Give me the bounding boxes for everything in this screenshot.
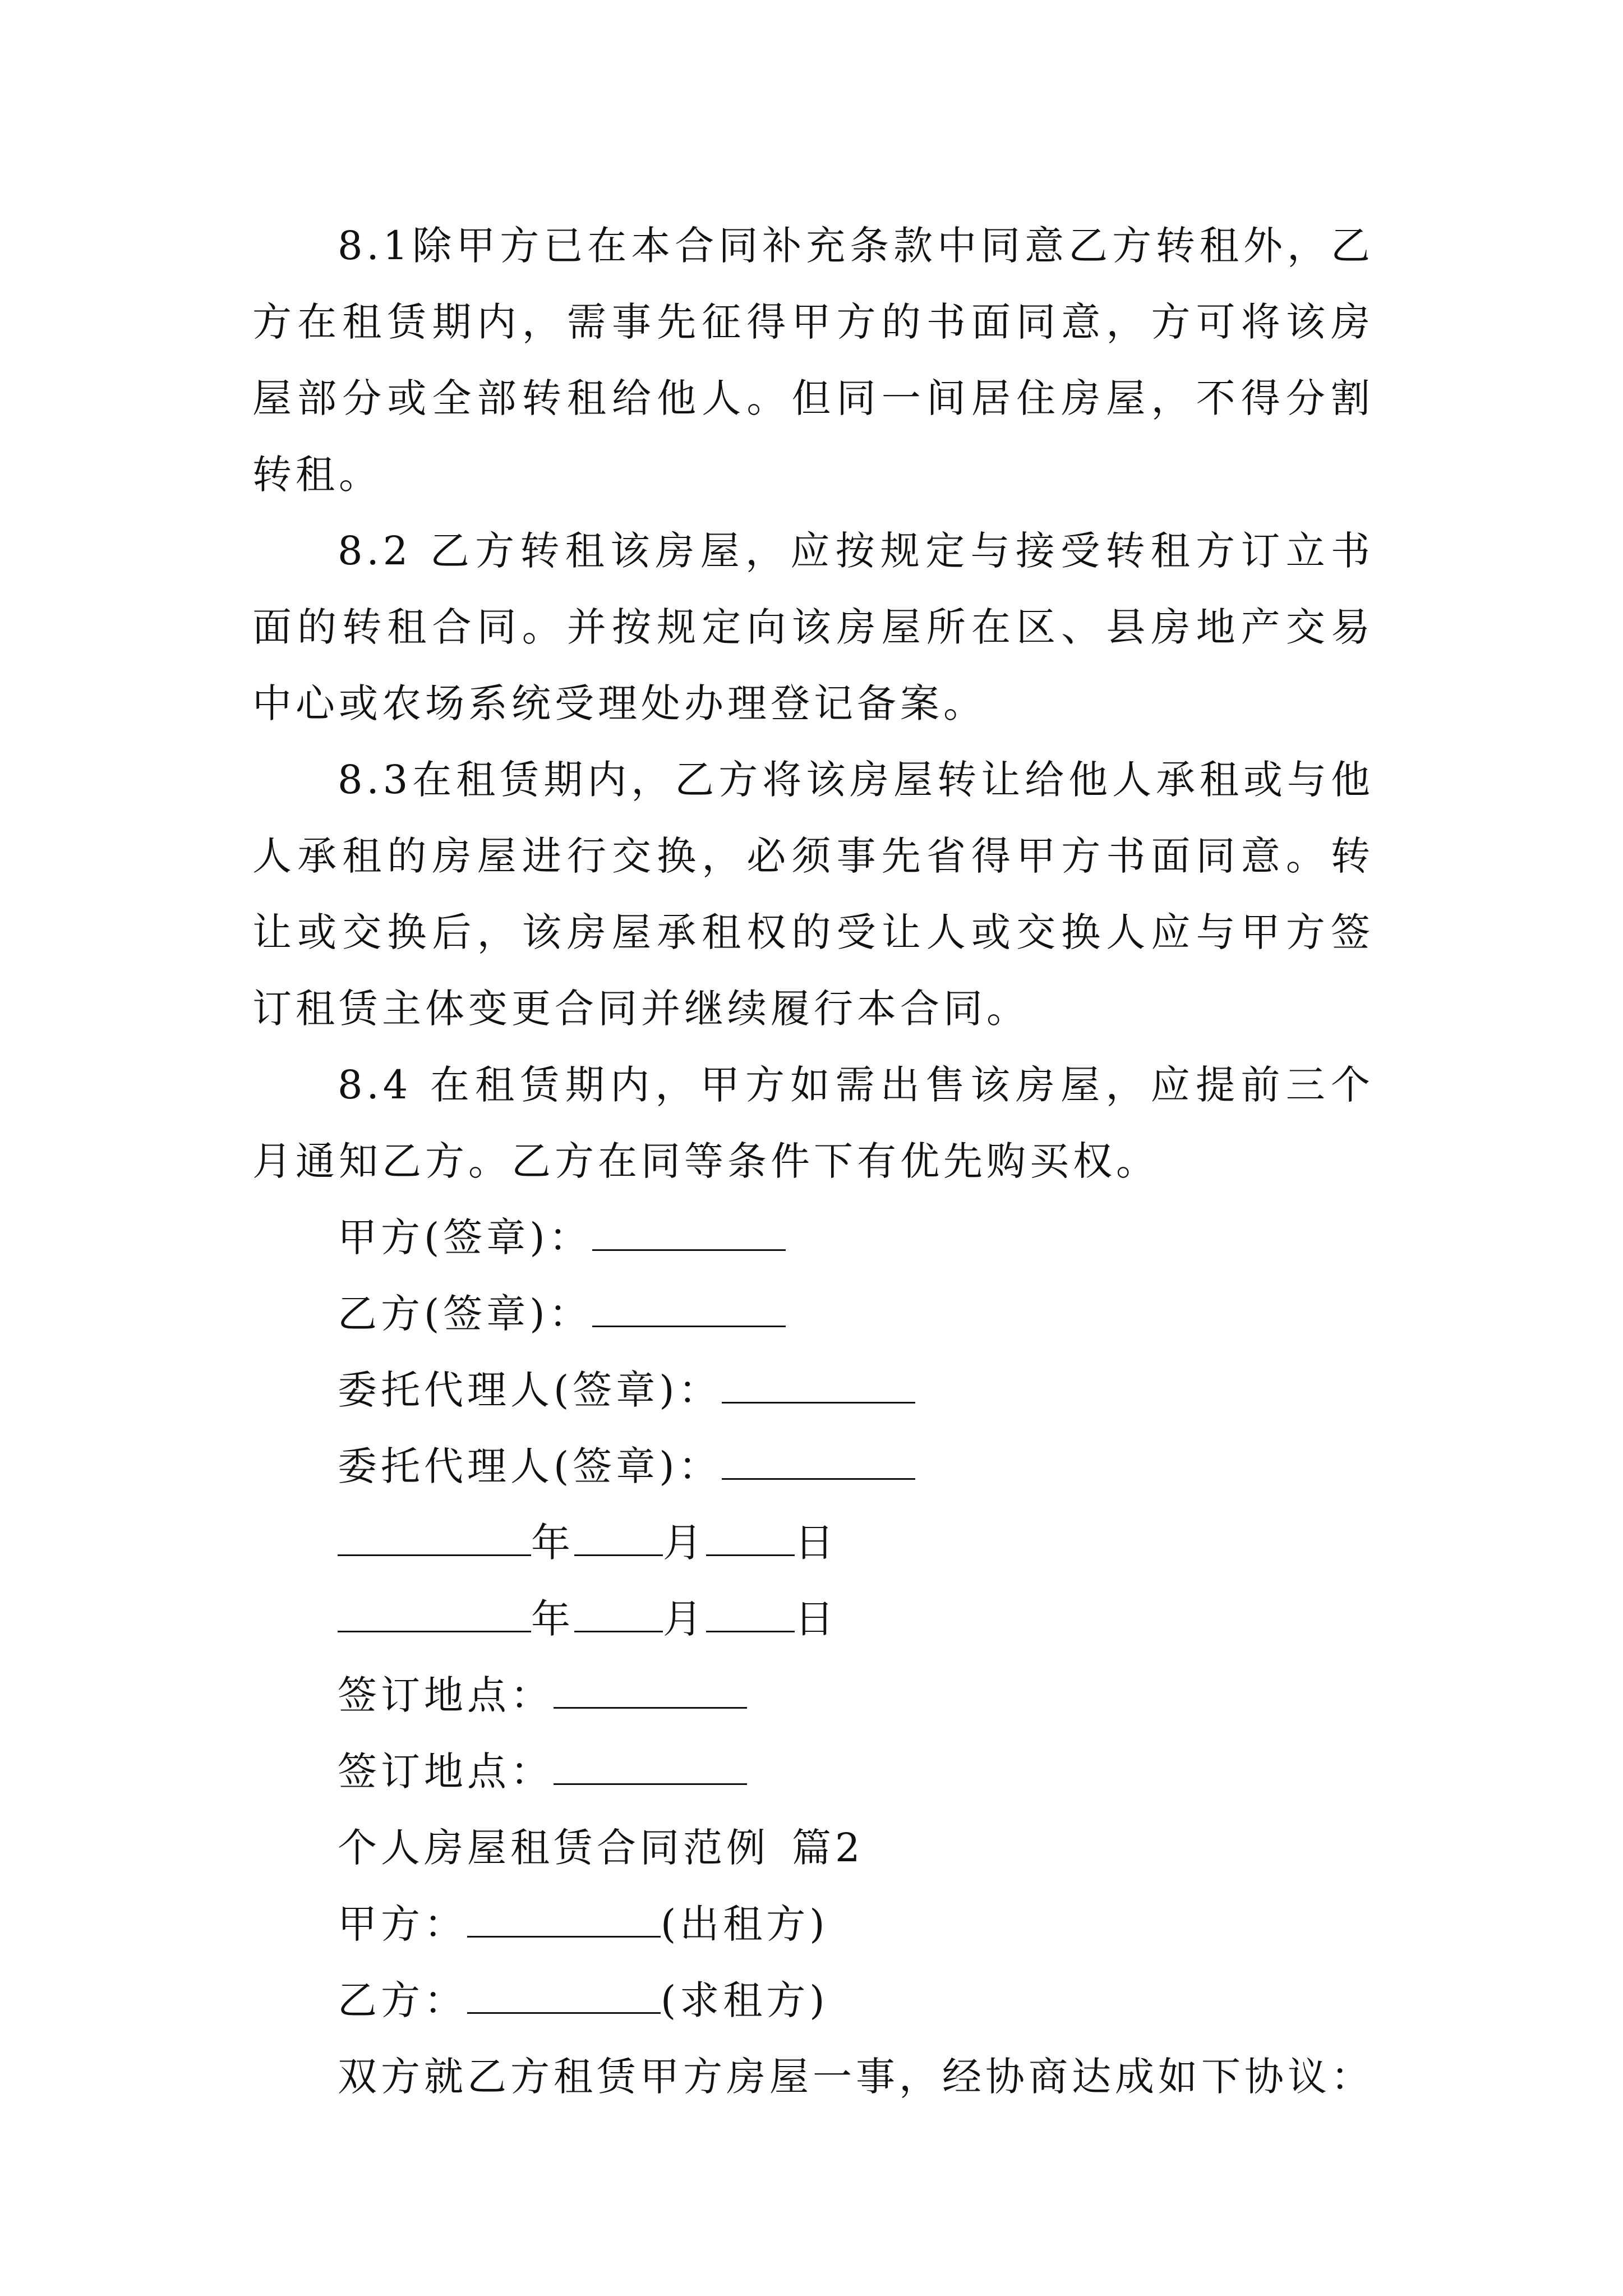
party-a-signature-blank	[592, 1217, 786, 1251]
contract-2-heading	[252, 1810, 1374, 1886]
lessor-line	[252, 1886, 1374, 1962]
party-b-signature-blank	[592, 1293, 786, 1327]
clause-8-1: 8.1除甲方已在本合同补充条款中同意乙方转租外，乙方在租赁期内，需事先征得甲方的书面同意，方可将该房屋部分或全部转租给他人。但同一间居住房屋，不得分割转租。	[252, 223, 1374, 498]
agent-signature-line-2	[252, 1428, 1374, 1504]
day-label-2: 日	[795, 1596, 838, 1642]
lessee-label: 乙方：	[338, 1977, 467, 2023]
agent-signature-label-2: 委托代理人(签章)：	[338, 1443, 722, 1489]
lessor-blank	[467, 1903, 661, 1938]
agent-signature-blank-2	[722, 1446, 915, 1480]
signing-place-line-2	[252, 1733, 1374, 1810]
day-blank-2	[706, 1598, 795, 1632]
party-a-signature-line	[252, 1199, 1374, 1276]
date-line-2	[252, 1581, 1374, 1657]
day-blank-1	[706, 1522, 795, 1556]
month-blank-1	[574, 1522, 663, 1556]
contract-2-title: 个人房屋租赁合同范例	[338, 1825, 769, 1871]
signing-place-blank-1	[554, 1674, 747, 1709]
signing-place-label-2: 签订地点：	[338, 1749, 554, 1795]
lessor-label: 甲方：	[338, 1901, 467, 1947]
day-label-1: 日	[795, 1520, 838, 1566]
signing-place-blank-2	[554, 1751, 747, 1785]
year-label-1: 年	[531, 1520, 574, 1566]
lessee-role: (求租方)	[661, 1977, 829, 2023]
party-a-signature-label: 甲方(签章)：	[338, 1214, 592, 1260]
signing-place-label-1: 签订地点：	[338, 1672, 554, 1718]
month-label-1: 月	[663, 1520, 706, 1566]
agent-signature-line-1	[252, 1352, 1374, 1428]
agent-signature-label-1: 委托代理人(签章)：	[338, 1367, 722, 1413]
document-body	[252, 208, 1374, 2115]
year-blank-2	[338, 1598, 531, 1632]
lessor-role: (出租方)	[661, 1901, 829, 1947]
clause-8-4: 8.4 在租赁期内，甲方如需出售该房屋，应提前三个月通知乙方。乙方在同等条件下有优先购买权。	[252, 1062, 1374, 1184]
contract-2-section: 篇2	[792, 1825, 864, 1871]
party-b-signature-line	[252, 1276, 1374, 1352]
date-line-1	[252, 1504, 1374, 1581]
clause-8-2: 8.2 乙方转租该房屋，应按规定与接受转租方订立书面的转租合同。并按规定向该房屋所在区、县房地产交易中心或农场系统受理处办理登记备案。	[252, 528, 1374, 726]
clause-8-3: 8.3在租赁期内，乙方将该房屋转让给他人承租或与他人承租的房屋进行交换，必须事先省得甲方书面同意。转让或交换后，该房屋承租权的受让人或交换人应与甲方签订租赁主体变更合同并继续履行本合同。	[252, 757, 1374, 1032]
signing-place-line-1	[252, 1657, 1374, 1733]
lessee-line	[252, 1962, 1374, 2039]
lessee-blank	[467, 1980, 661, 2014]
month-label-2: 月	[663, 1596, 706, 1642]
party-b-signature-label: 乙方(签章)：	[338, 1291, 592, 1337]
month-blank-2	[574, 1598, 663, 1632]
year-blank-1	[338, 1522, 531, 1556]
agreement-intro: 双方就乙方租赁甲方房屋一事，经协商达成如下协议：	[338, 2054, 1374, 2100]
year-label-2: 年	[531, 1596, 574, 1642]
agent-signature-blank-1	[722, 1369, 915, 1404]
